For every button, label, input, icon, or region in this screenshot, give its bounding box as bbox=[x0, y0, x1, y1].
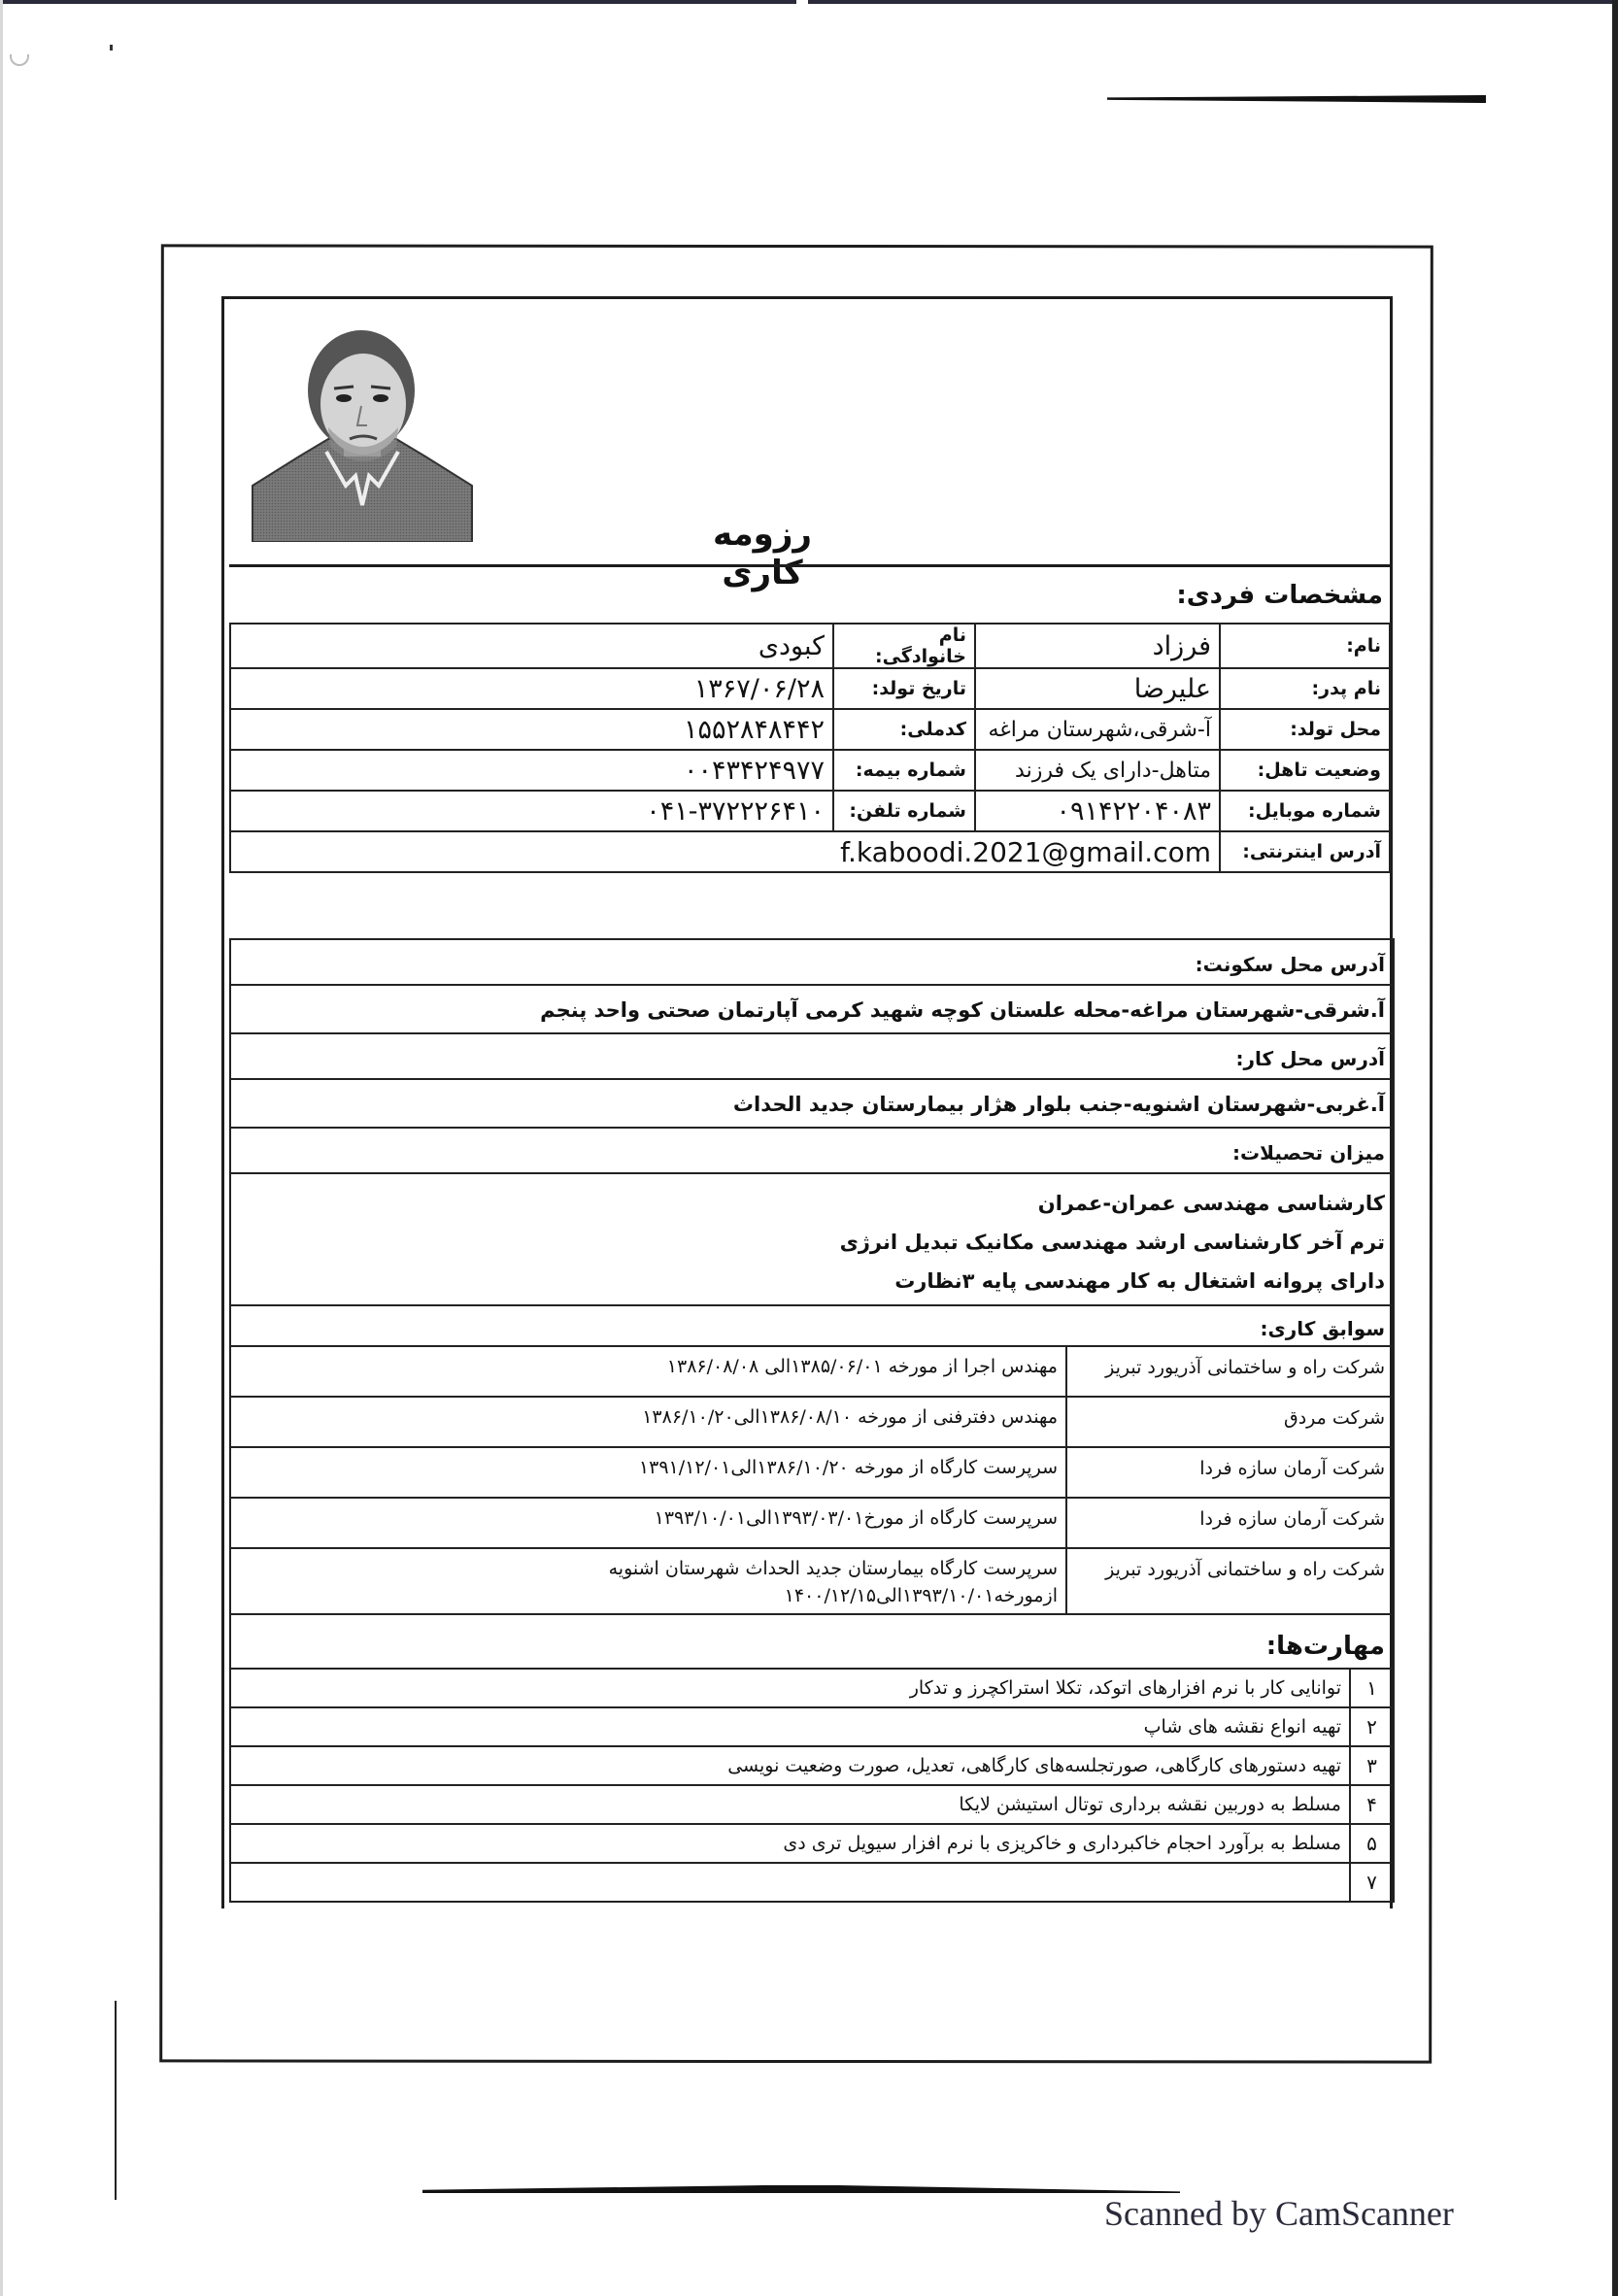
first-name-value: فرزاد bbox=[975, 624, 1220, 668]
personal-info-row bbox=[230, 668, 1390, 709]
experience-role-line: ازمورخه۱۳۹۳/۱۰/۰۱الی۱۴۰۰/۱۲/۱۵ bbox=[784, 1585, 1058, 1606]
marital-status-value: متاهل-دارای یک فرزند bbox=[975, 750, 1220, 791]
experience-role-line: سرپرست کارگاه بیمارستان جدید الحداث شهرستان اشنویه bbox=[608, 1558, 1058, 1579]
skill-row bbox=[231, 1669, 1393, 1707]
experience-label: سوابق کاری: bbox=[231, 1304, 1393, 1345]
residence-address-value: آ.شرقی-شهرستان مراغه-محله علستان کوچه شهید کرمی آپارتمان صحتی واحد پنجم bbox=[231, 984, 1393, 1032]
person-portrait-icon bbox=[251, 330, 474, 542]
scan-mark-left bbox=[115, 2001, 117, 2200]
birth-place-value: آ-شرقی،شهرستان مراغه bbox=[975, 709, 1220, 750]
scan-speck-curl bbox=[10, 54, 29, 66]
personal-info-table bbox=[229, 623, 1391, 873]
skill-number: ۳ bbox=[1350, 1746, 1393, 1785]
experience-role: مهندس دفترفنی از مورخه ۱۳۸۶/۰۸/۱۰الی۱۳۸۶/۱۰/۲۰ bbox=[231, 1397, 1066, 1447]
experience-company: شرکت راه و ساختمانی آذریورد تبریز bbox=[1066, 1346, 1393, 1397]
father-name-label: نام پدر: bbox=[1220, 668, 1390, 709]
residence-address-label: آدرس محل سکونت: bbox=[231, 938, 1393, 984]
work-address-label: آدرس محل کار: bbox=[231, 1032, 1393, 1078]
experience-company: شرکت راه و ساختمانی آذریورد تبریز bbox=[1066, 1548, 1393, 1613]
work-address-value: آ.غربی-شهرستان اشنویه-جنب بلوار هژار بیمارستان جدید الحداث bbox=[231, 1078, 1393, 1127]
personal-info-section bbox=[229, 564, 1391, 873]
birth-date-value: ۱۳۶۷/۰۶/۲۸ bbox=[230, 668, 833, 709]
scan-speck bbox=[110, 45, 113, 51]
education-label: میزان تحصیلات: bbox=[231, 1127, 1393, 1172]
scan-mark-top bbox=[1107, 95, 1486, 103]
personal-info-heading: مشخصات فردی: bbox=[229, 564, 1391, 623]
experience-role: سرپرست کارگاه از مورخ۱۳۹۳/۰۳/۰۱الی۱۳۹۳/۱۰/۰۱ bbox=[231, 1498, 1066, 1548]
experience-company: شرکت آرمان سازه فردا bbox=[1066, 1447, 1393, 1498]
skill-text bbox=[231, 1863, 1350, 1902]
education-list bbox=[231, 1172, 1393, 1304]
marital-status-label: وضعیت تاهل: bbox=[1220, 750, 1390, 791]
personal-info-row bbox=[230, 831, 1390, 872]
skill-row bbox=[231, 1707, 1393, 1746]
scan-edge-right bbox=[1612, 0, 1618, 2296]
skill-row bbox=[231, 1863, 1393, 1902]
personal-info-row bbox=[230, 791, 1390, 831]
mobile-value: ۰۹۱۴۲۲۰۴۰۸۳ bbox=[975, 791, 1220, 831]
birth-place-label: محل تولد: bbox=[1220, 709, 1390, 750]
experience-row bbox=[231, 1346, 1393, 1397]
mobile-label: شماره موبایل: bbox=[1220, 791, 1390, 831]
skill-text: مسلط به دوربین نقشه برداری توتال استیشن لایکا bbox=[231, 1785, 1350, 1824]
experience-role bbox=[231, 1548, 1066, 1613]
last-name-value: کبودی bbox=[230, 624, 833, 668]
skill-text: مسلط به برآورد احجام خاکبرداری و خاکریزی با نرم افزار سیویل تری دی bbox=[231, 1824, 1350, 1863]
profile-photo bbox=[251, 330, 474, 542]
experience-row bbox=[231, 1548, 1393, 1613]
scan-edge-gap bbox=[796, 0, 808, 4]
email-label: آدرس اینترنتی: bbox=[1220, 831, 1390, 872]
experience-company: شرکت مردق bbox=[1066, 1397, 1393, 1447]
document-title: رزومه کاری bbox=[713, 515, 812, 592]
personal-info-row bbox=[230, 750, 1390, 791]
phone-label: شماره تلفن: bbox=[833, 791, 975, 831]
personal-info-row bbox=[230, 709, 1390, 750]
skills-label: مهارت‌ها: bbox=[231, 1613, 1393, 1668]
scan-edge-left bbox=[0, 0, 3, 2296]
skill-number: ۴ bbox=[1350, 1785, 1393, 1824]
skill-number: ۲ bbox=[1350, 1707, 1393, 1746]
scan-mark-bottom bbox=[422, 2185, 1180, 2193]
details-section bbox=[229, 938, 1395, 1903]
first-name-label: نام: bbox=[1220, 624, 1390, 668]
phone-value: ۰۴۱-۳۷۲۲۲۶۴۱۰ bbox=[230, 791, 833, 831]
last-name-label: نام خانوادگی: bbox=[833, 624, 975, 668]
national-id-label: کدملی: bbox=[833, 709, 975, 750]
experience-row bbox=[231, 1397, 1393, 1447]
education-item: کارشناسی مهندسی عمران-عمران bbox=[1037, 1192, 1385, 1215]
experience-role: سرپرست کارگاه از مورخه ۱۳۸۶/۱۰/۲۰الی۱۳۹۱/۱۲/۰۱ bbox=[231, 1447, 1066, 1498]
scanner-watermark: Scanned by CamScanner bbox=[1104, 2194, 1454, 2233]
skill-number: ۷ bbox=[1350, 1863, 1393, 1902]
insurance-number-label: شماره بیمه: bbox=[833, 750, 975, 791]
experience-row bbox=[231, 1498, 1393, 1548]
skill-row bbox=[231, 1746, 1393, 1785]
skills-table bbox=[231, 1668, 1393, 1903]
experience-row bbox=[231, 1447, 1393, 1498]
email-value[interactable]: f.kaboodi.2021@gmail.com bbox=[230, 831, 1220, 872]
education-item: دارای پروانه اشتغال به کار مهندسی پایه ۳نظارت bbox=[894, 1269, 1385, 1293]
father-name-value: علیرضا bbox=[975, 668, 1220, 709]
skill-row bbox=[231, 1824, 1393, 1863]
skill-number: ۱ bbox=[1350, 1669, 1393, 1707]
insurance-number-value: ۰۰۴۳۴۲۴۹۷۷ bbox=[230, 750, 833, 791]
skill-text: تهیه انواع نقشه های شاپ bbox=[231, 1707, 1350, 1746]
experience-role: مهندس اجرا از مورخه ۱۳۸۵/۰۶/۰۱الی ۱۳۸۶/۰۸/۰۸ bbox=[231, 1346, 1066, 1397]
scan-edge-top bbox=[0, 0, 1618, 4]
skill-text: تهیه دستورهای کارگاهی، صورتجلسه‌های کارگاهی، تعدیل، صورت وضعیت نویسی bbox=[231, 1746, 1350, 1785]
experience-company: شرکت آرمان سازه فردا bbox=[1066, 1498, 1393, 1548]
personal-info-row bbox=[230, 624, 1390, 668]
education-item: ترم آخر کارشناسی ارشد مهندسی مکانیک تبدیل انرژی bbox=[839, 1231, 1385, 1254]
national-id-value: ۱۵۵۲۸۴۸۴۴۲ bbox=[230, 709, 833, 750]
birth-date-label: تاریخ تولد: bbox=[833, 668, 975, 709]
skill-number: ۵ bbox=[1350, 1824, 1393, 1863]
skill-text: توانایی کار با نرم افزارهای اتوکد، تکلا استراکچرز و تدکار bbox=[231, 1669, 1350, 1707]
experience-table bbox=[231, 1345, 1393, 1613]
skill-row bbox=[231, 1785, 1393, 1824]
